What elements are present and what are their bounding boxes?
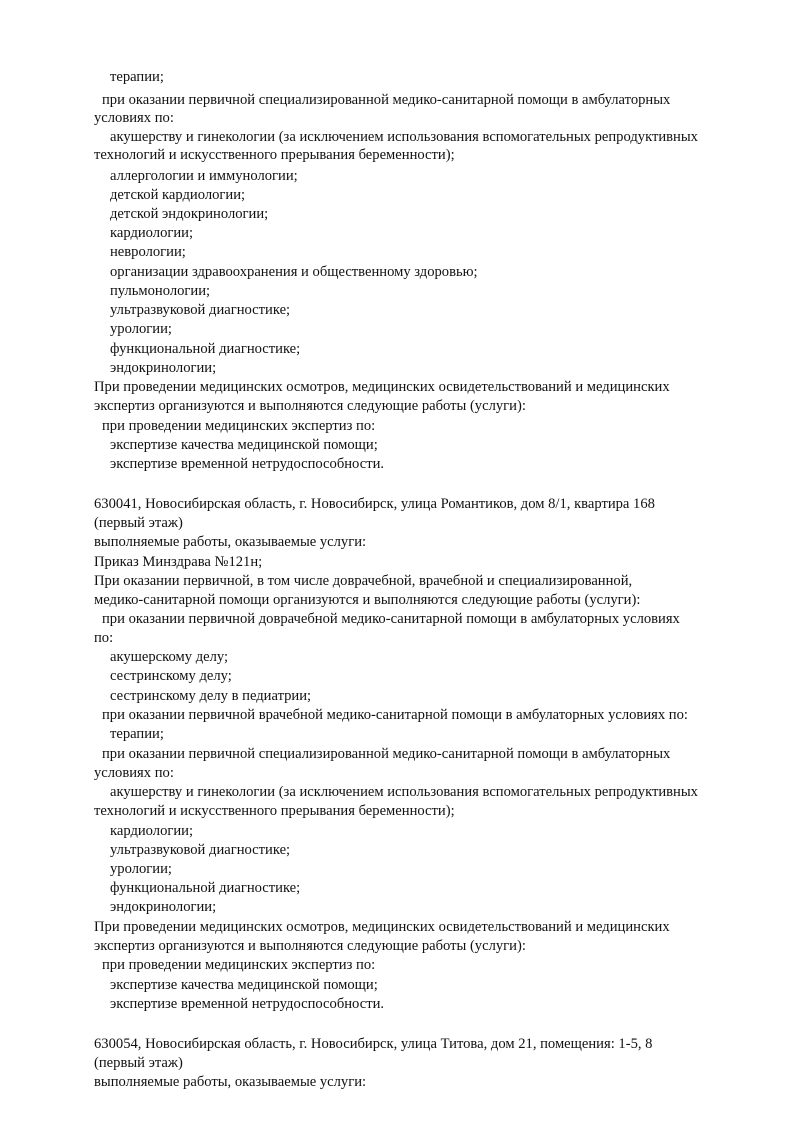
text-line: При проведении медицинских осмотров, медицинских освидетельствований и медицинских — [94, 919, 670, 935]
text-line: акушерству и гинекологии (за исключением использования вспомогательных репродуктивных — [110, 784, 698, 800]
text-line: экспертизе временной нетрудоспособности. — [110, 996, 385, 1012]
text-line: при проведении медицинских экспертиз по: — [102, 957, 376, 973]
text-line: технологий и искусственного прерывания беременности); — [94, 803, 455, 819]
text-line: Приказ Минздрава №121н; — [94, 554, 263, 570]
address-line: 630054, Новосибирская область, г. Новосибирск, улица Титова, дом 21, помещения: 1-5, 8 — [94, 1036, 653, 1052]
text-line: При проведении медицинских осмотров, медицинских освидетельствований и медицинских — [94, 379, 670, 395]
text-line: аллергологии и иммунологии; — [110, 168, 298, 184]
text-line: детской кардиологии; — [110, 187, 246, 203]
text-line: при проведении медицинских экспертиз по: — [102, 418, 376, 434]
text-line: урологии; — [110, 861, 172, 877]
text-line: функциональной диагностике; — [110, 341, 301, 357]
text-line: сестринскому делу; — [110, 668, 232, 684]
text-line: выполняемые работы, оказываемые услуги: — [94, 534, 367, 550]
text-line: (первый этаж) — [94, 1055, 183, 1071]
text-line: по: — [94, 630, 114, 646]
text-line: выполняемые работы, оказываемые услуги: — [94, 1074, 367, 1090]
text-line: экспертиз организуются и выполняются следующие работы (услуги): — [94, 938, 526, 954]
text-line: при оказании первичной врачебной медико-санитарной помощи в амбулаторных условиях по: — [102, 707, 688, 723]
text-line: функциональной диагностике; — [110, 880, 301, 896]
text-line: организации здравоохранения и общественному здоровью; — [110, 264, 478, 280]
text-line: условиях по: — [94, 765, 174, 781]
text-line: условиях по: — [94, 110, 174, 126]
text-line: урологии; — [110, 321, 172, 337]
text-line: терапии; — [110, 69, 164, 85]
text-line: неврологии; — [110, 244, 186, 260]
text-line: эндокринологии; — [110, 899, 217, 915]
text-line: сестринскому делу в педиатрии; — [110, 688, 312, 704]
text-line: пульмонологии; — [110, 283, 211, 299]
text-line: акушерскому делу; — [110, 649, 229, 665]
text-line: ультразвуковой диагностике; — [110, 302, 291, 318]
text-line: при оказании первичной специализированной медико-санитарной помощи в амбулаторных — [102, 746, 671, 762]
text-line: ультразвуковой диагностике; — [110, 842, 291, 858]
text-line: (первый этаж) — [94, 515, 183, 531]
text-line: при оказании первичной доврачебной медико-санитарной помощи в амбулаторных условиях — [102, 611, 680, 627]
text-line: эндокринологии; — [110, 360, 217, 376]
text-line: терапии; — [110, 726, 164, 742]
text-line: детской эндокринологии; — [110, 206, 269, 222]
text-line: экспертиз организуются и выполняются следующие работы (услуги): — [94, 398, 526, 414]
text-line: кардиологии; — [110, 823, 194, 839]
address-line: 630041, Новосибирская область, г. Новосибирск, улица Романтиков, дом 8/1, квартира 168 — [94, 496, 655, 512]
text-line: экспертизе временной нетрудоспособности. — [110, 456, 385, 472]
text-line: при оказании первичной специализированной медико-санитарной помощи в амбулаторных — [102, 92, 671, 108]
text-line: кардиологии; — [110, 225, 194, 241]
text-line: медико-санитарной помощи организуются и выполняются следующие работы (услуги): — [94, 592, 641, 608]
text-line: экспертизе качества медицинской помощи; — [110, 437, 378, 453]
text-line: экспертизе качества медицинской помощи; — [110, 977, 378, 993]
text-line: технологий и искусственного прерывания беременности); — [94, 147, 455, 163]
text-line: При оказании первичной, в том числе доврачебной, врачебной и специализированной, — [94, 573, 633, 589]
text-line: акушерству и гинекологии (за исключением использования вспомогательных репродуктивных — [110, 129, 698, 145]
